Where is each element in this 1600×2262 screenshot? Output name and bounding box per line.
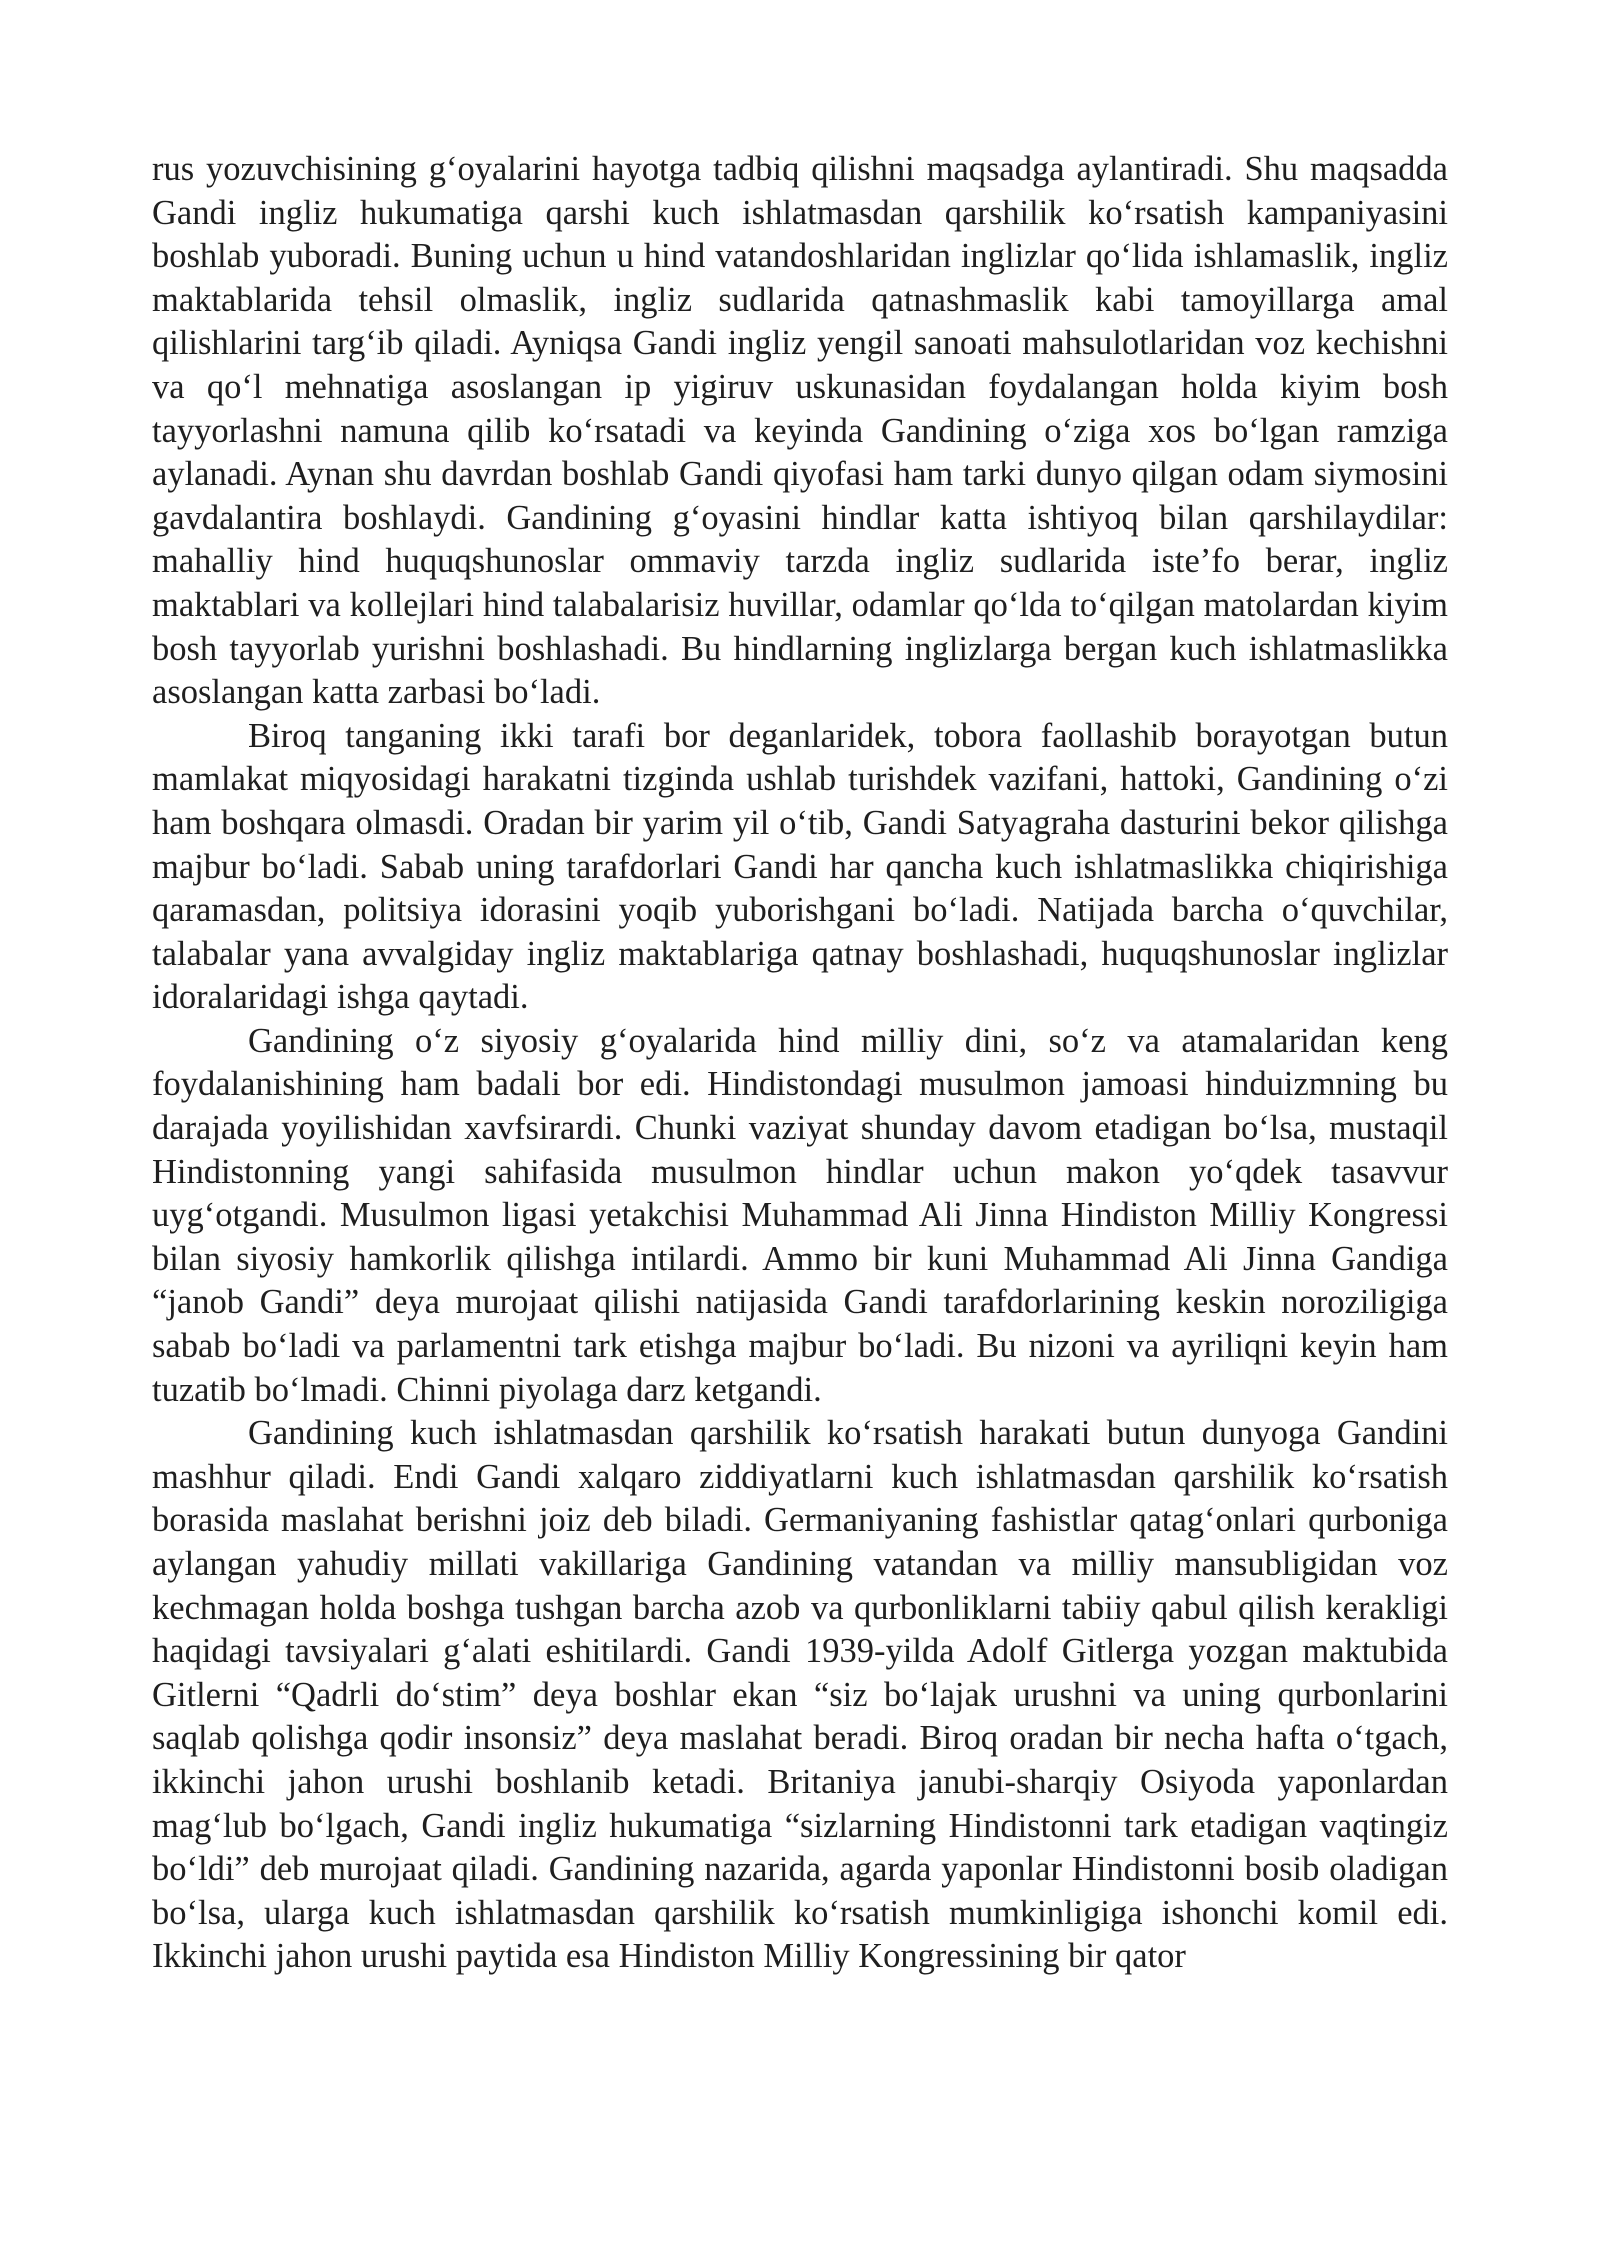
document-page bbox=[152, 148, 1448, 1979]
paragraph-1: rus yozuvchisining g‘oyalarini hayotga tadbiq qilishni maqsadga aylantiradi. Shu maqsadda Gandi ingliz hukumatiga qarshi kuch ishlatmasdan qarshilik ko‘rsatish kampaniyasini boshlab yuboradi. Buning uchun u hind vatandoshlaridan inglizlar qo‘lida ishlamaslik, ingliz maktablarida tehsil olmaslik, ingliz sudlarida qatnashmaslik kabi tamoyillarga amal qilishlarini targ‘ib qiladi. Ayniqsa Gandi ingliz yengil sanoati mahsulotlaridan voz kechishni va qo‘l mehnatiga asoslangan ip yigiruv uskunasidan foydalangan holda kiyim bosh tayyorlashni namuna qilib ko‘rsatadi va keyinda Gandining o‘ziga xos bo‘lgan ramziga aylanadi. Aynan shu davrdan boshlab Gandi qiyofasi ham tarki dunyo qilgan odam siymosini gavdalantira boshlaydi. Gandining g‘oyasini hindlar katta ishtiyoq bilan qarshilaydilar: mahalliy hind huquqshunoslar ommaviy tarzda ingliz sudlarida iste’fo berar, ingliz maktablari va kollejlari hind talabalarisiz huvillar, odamlar qo‘lda to‘qilgan matolardan kiyim bosh tayyorlab yurishni boshlashadi. Bu hindlarning inglizlarga bergan kuch ishlatmaslikka asoslangan katta zarbasi bo‘ladi. bbox=[152, 150, 1448, 712]
paragraph-4: Gandining kuch ishlatmasdan qarshilik ko‘rsatish harakati butun dunyoga Gandini mashhur qiladi. Endi Gandi xalqaro ziddiyatlarni kuch ishlatmasdan qarshilik ko‘rsatish borasida maslahat berishni joiz deb biladi. Germaniyaning fashistlar qatag‘onlari qurboniga aylangan yahudiy millati vakillariga Gandining vatandan va milliy mansubligidan voz kechmagan holda boshga tushgan barcha azob va qurbonliklarni tabiiy qabul qilish kerakligi haqidagi tavsiyalari g‘alati eshitilardi. Gandi 1939-yilda Adolf Gitlerga yozgan maktubida Gitlerni “Qadrli do‘stim” deya boshlar ekan “siz bo‘lajak urushni va uning qurbonlarini saqlab qolishga qodir insonsiz” deya maslahat beradi. Biroq oradan bir necha hafta o‘tgach, ikkinchi jahon urushi boshlanib ketadi. Britaniya janubi-sharqiy Osiyoda yaponlardan mag‘lub bo‘lgach, Gandi ingliz hukumatiga “sizlarning Hindistonni tark etadigan vaqtingiz bo‘ldi” deb murojaat qiladi. Gandining nazarida, agarda yaponlar Hindistonni bosib oladigan bo‘lsa, ularga kuch ishlatmasdan qarshilik ko‘rsatish mumkinligiga ishonchi komil edi. Ikkinchi jahon urushi paytida esa Hindiston Milliy Kongressining bir qator bbox=[152, 1414, 1448, 1976]
paragraph-3: Gandining o‘z siyosiy g‘oyalarida hind milliy dini, so‘z va atamalaridan keng foydalanishining ham badali bor edi. Hindistondagi musulmon jamoasi hinduizmning bu darajada yoyilishidan xavfsirardi. Chunki vaziyat shunday davom etadigan bo‘lsa, mustaqil Hindistonning yangi sahifasida musulmon hindlar uchun makon yo‘qdek tasavvur uyg‘otgandi. Musulmon ligasi yetakchisi Muhammad Ali Jinna Hindiston Milliy Kongressi bilan siyosiy hamkorlik qilishga intilardi. Ammo bir kuni Muhammad Ali Jinna Gandiga “janob Gandi” deya murojaat qilishi natijasida Gandi tarafdorlarining keskin noroziligiga sabab bo‘ladi va parlamentni tark etishga majbur bo‘ladi. Bu nizoni va ayriliqni keyin ham tuzatib bo‘lmadi. Chinni piyolaga darz ketgandi. bbox=[152, 1021, 1448, 1409]
paragraph-2: Biroq tanganing ikki tarafi bor deganlaridek, tobora faollashib borayotgan butun mamlakat miqyosidagi harakatni tizginda ushlab turishdek vazifani, hattoki, Gandining o‘zi ham boshqara olmasdi. Oradan bir yarim yil o‘tib, Gandi Satyagraha dasturini bekor qilishga majbur bo‘ladi. Sabab uning tarafdorlari Gandi har qancha kuch ishlatmaslikka chiqirishiga qaramasdan, politsiya idorasini yoqib yuborishgani bo‘ladi. Natijada barcha o‘quvchilar, talabalar yana avvalgiday ingliz maktablariga qatnay boshlashadi, huquqshunoslar inglizlar idoralaridagi ishga qaytadi. bbox=[152, 716, 1448, 1017]
